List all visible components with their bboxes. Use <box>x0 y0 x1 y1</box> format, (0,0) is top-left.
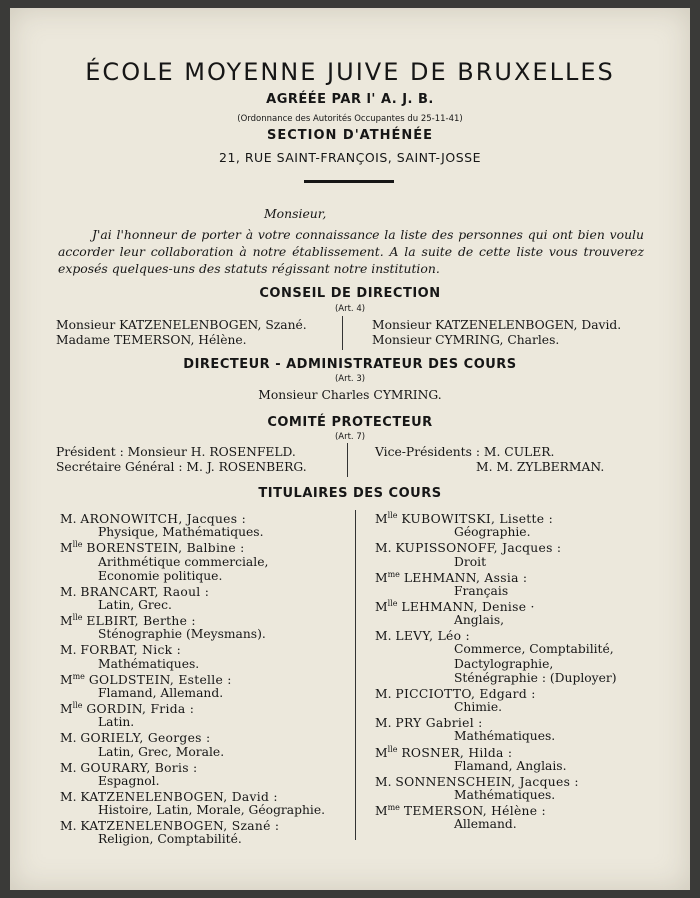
teacher-fullname: GOLDSTEIN, Estelle : <box>88 672 232 687</box>
teacher-subjects: Anglais, <box>454 613 505 628</box>
title-prefix: M <box>375 599 388 614</box>
title-prefix: M. <box>375 629 392 644</box>
teacher-name <box>60 540 245 555</box>
teachers-heading: TITULAIRES DES COURS <box>258 486 442 501</box>
title-prefix: M <box>60 614 73 629</box>
committee-divider <box>347 443 348 477</box>
teacher-fullname: BRANCART, Raoul : <box>80 584 210 599</box>
title-prefix: M. <box>60 789 77 804</box>
committee-vice-1: Vice-Présidents : M. CULER. <box>375 445 555 459</box>
teacher-name <box>60 613 196 628</box>
approval-line: AGRÉÉE PAR l' A. J. B. <box>266 92 434 107</box>
title-suffix: lle <box>72 613 83 623</box>
teacher-name <box>375 628 470 643</box>
section-title: SECTION D'ATHÉNÉE <box>266 128 434 143</box>
teacher-name <box>60 642 181 657</box>
teacher-subjects: Economie politique. <box>98 568 223 583</box>
teacher-fullname: PRY Gabriel : <box>395 716 483 731</box>
teacher-subjects: Espagnol. <box>98 773 160 788</box>
teacher-subjects: Histoire, Latin, Morale, Géographie. <box>98 803 326 818</box>
title-prefix: M. <box>60 731 77 746</box>
letter-text: J'ai l'honneur de porter à votre connaissance la liste des personnes qui ont bien voulu accorder leur collaboration à notre établissement. A la suite de cette liste vous trouverez exposés quelques-uns des statuts régissant notre institution. <box>58 227 644 276</box>
teacher-fullname: KATZENELENBOGEN, David : <box>80 789 278 804</box>
school-name: ÉCOLE MOYENNE JUIVE DE BRUXELLES <box>85 58 615 86</box>
teacher-subjects: Latin. <box>98 715 135 730</box>
committee-article: (Art. 7) <box>334 432 366 442</box>
title-prefix: M. <box>375 774 392 789</box>
teacher-name <box>60 511 246 526</box>
teacher-subjects: Dactylographie, <box>454 656 554 671</box>
title-prefix: M <box>375 512 388 527</box>
teacher-name <box>60 730 210 745</box>
teacher-subjects: Physique, Mathématiques. <box>98 525 264 540</box>
title-prefix: M. <box>375 541 392 556</box>
title-prefix: M. <box>60 512 77 527</box>
director-heading: DIRECTEUR - ADMINISTRATEUR DES COURS <box>183 357 517 372</box>
title-prefix: M <box>60 702 73 717</box>
board-member-2: Madame TEMERSON, Hélène. <box>56 333 247 347</box>
school-title <box>10 58 690 86</box>
teacher-fullname: SONNENSCHEIN, Jacques : <box>395 774 579 789</box>
teacher-subjects: Flamand, Allemand. <box>98 685 224 700</box>
teacher-fullname: PICCIOTTO, Edgard : <box>395 686 536 701</box>
teacher-name <box>375 715 483 730</box>
teacher-subjects: Mathématiques. <box>454 788 556 802</box>
teacher-subjects: Arithmétique commerciale, <box>98 554 269 569</box>
teacher-fullname: LEVY, Léo : <box>395 629 470 644</box>
title-prefix: M <box>60 541 73 556</box>
ordinance-line: (Ordonnance des Autorités Occupantes du 25-11-41) <box>237 114 463 124</box>
board-heading: CONSEIL DE DIRECTION <box>259 286 441 301</box>
director-name: Monsieur Charles CYMRING. <box>258 388 442 402</box>
committee-secretary: Secrétaire Général : M. J. ROSENBERG. <box>56 460 307 474</box>
board-member-3: Monsieur KATZENELENBOGEN, David. <box>372 318 622 332</box>
teacher-name <box>375 570 527 585</box>
board-member-4: Monsieur CYMRING, Charles. <box>372 333 560 347</box>
title-prefix: M. <box>375 716 392 731</box>
title-suffix: me <box>387 803 400 813</box>
title-prefix: M. <box>60 584 77 599</box>
title-suffix: lle <box>387 511 398 520</box>
address-line: 21, RUE SAINT-FRANÇOIS, SAINT-JOSSE <box>219 150 481 165</box>
teacher-subjects: Commerce, Comptabilité, <box>454 642 614 657</box>
title-prefix: M. <box>375 686 392 701</box>
title-suffix: lle <box>72 701 83 710</box>
teachers-divider <box>355 510 356 840</box>
teacher-subjects: Flamand, Anglais. <box>454 758 567 773</box>
teacher-fullname: TEMERSON, Hélène : <box>403 804 547 819</box>
title-suffix: lle <box>387 598 398 608</box>
teacher-fullname: KUPISSONOFF, Jacques : <box>395 541 562 556</box>
teacher-fullname: KATZENELENBOGEN, Szané : <box>80 819 280 834</box>
teacher-fullname: GORDIN, Frida : <box>86 702 195 717</box>
teacher-name <box>60 789 278 804</box>
title-prefix: M <box>375 804 388 819</box>
teacher-name <box>375 511 553 526</box>
title-prefix: M <box>375 745 388 760</box>
title-suffix: me <box>387 569 400 579</box>
board-divider <box>342 316 343 350</box>
letter-body <box>58 226 644 277</box>
teacher-name <box>60 818 279 833</box>
teacher-subjects: Français <box>454 583 509 598</box>
header-divider <box>304 180 394 183</box>
teacher-name <box>375 803 546 818</box>
teacher-subjects: Droit <box>454 554 487 569</box>
salutation: Monsieur, <box>264 206 327 221</box>
teacher-name <box>60 584 209 599</box>
title-suffix: me <box>72 671 85 681</box>
teacher-name <box>375 686 536 701</box>
title-prefix: M. <box>60 760 77 775</box>
teacher-name <box>375 774 579 789</box>
teacher-fullname: BORENSTEIN, Balbine : <box>86 541 245 556</box>
title-suffix: lle <box>72 540 83 550</box>
committee-president: Président : Monsieur H. ROSENFELD. <box>56 445 296 459</box>
committee-heading: COMITÉ PROTECTEUR <box>267 415 433 430</box>
teacher-subjects: Géographie. <box>454 525 531 540</box>
teacher-name <box>375 745 512 760</box>
teacher-fullname: LEHMANN, Denise · <box>401 599 535 614</box>
title-suffix: lle <box>387 744 398 754</box>
board-article: (Art. 4) <box>334 304 366 314</box>
title-prefix: M <box>375 570 388 585</box>
teacher-fullname: ROSNER, Hilda : <box>401 745 513 760</box>
teacher-name <box>375 599 535 614</box>
board-member-1: Monsieur KATZENELENBOGEN, Szané. <box>56 318 307 332</box>
teacher-subjects: Latin, Grec. <box>98 598 172 612</box>
director-article: (Art. 3) <box>334 374 366 384</box>
teacher-name <box>60 672 232 687</box>
title-prefix: M. <box>60 819 77 834</box>
title-prefix: M. <box>60 643 77 658</box>
committee-vice-2: M. M. ZYLBERMAN. <box>476 460 605 474</box>
teacher-name <box>60 760 197 775</box>
teacher-subjects: Sténégraphie : (Duployer) <box>454 670 617 685</box>
teacher-name <box>375 540 561 555</box>
teacher-subjects: Mathématiques. <box>98 656 200 671</box>
teacher-name <box>60 701 194 716</box>
teacher-fullname: FORBAT, Nick : <box>80 643 182 658</box>
title-prefix: M <box>60 672 73 687</box>
teacher-subjects: Allemand. <box>454 817 517 832</box>
teacher-fullname: ARONOWITCH, Jacques : <box>80 512 247 527</box>
teacher-fullname: LEHMANN, Assia : <box>403 570 528 585</box>
teacher-subjects: Religion, Comptabilité. <box>98 832 242 847</box>
teacher-subjects: Sténographie (Meysmans). <box>98 627 266 642</box>
teacher-fullname: GORIELY, Georges : <box>80 731 211 746</box>
document-page <box>10 8 690 890</box>
teacher-fullname: KUBOWITSKI, Lisette : <box>401 512 554 527</box>
teacher-fullname: GOURARY, Boris : <box>80 760 198 775</box>
teacher-fullname: ELBIRT, Berthe : <box>86 614 196 629</box>
teacher-subjects: Chimie. <box>454 700 503 715</box>
teacher-subjects: Mathématiques. <box>454 729 556 744</box>
teacher-subjects: Latin, Grec, Morale. <box>98 744 225 759</box>
